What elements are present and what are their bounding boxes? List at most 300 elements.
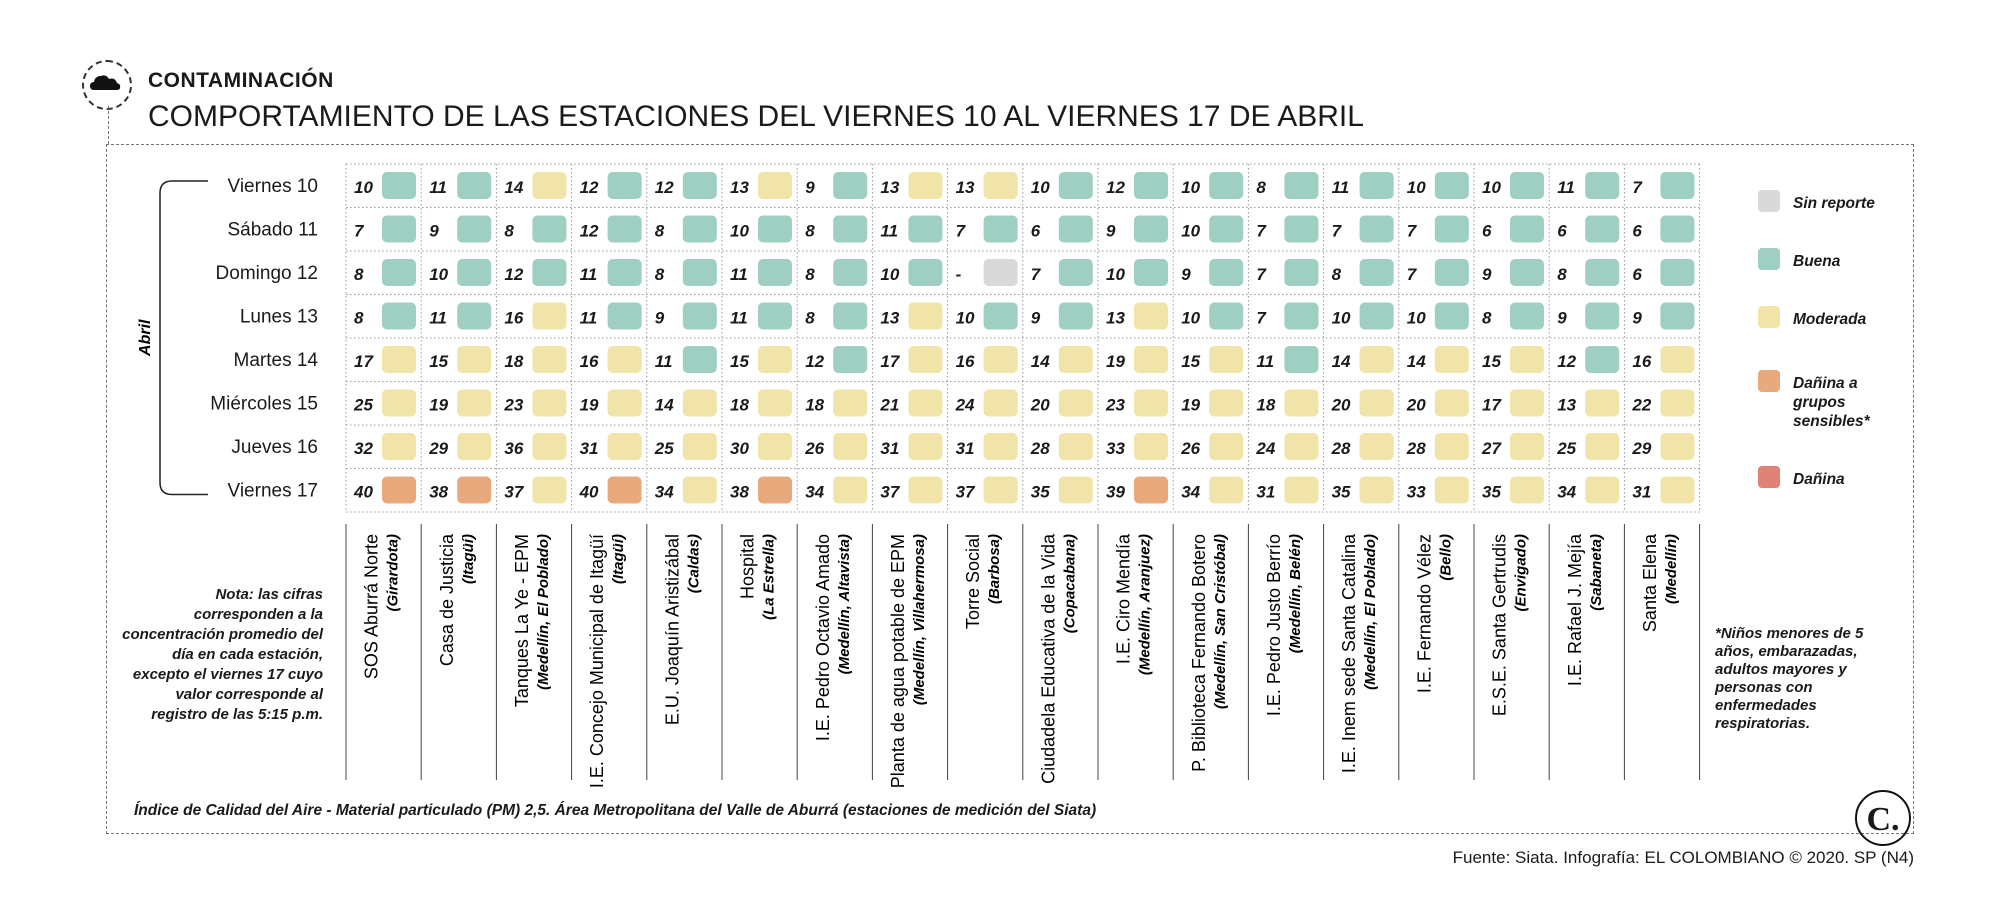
cell-swatch — [758, 303, 792, 330]
cell-value: 20 — [1331, 395, 1351, 415]
cell-swatch — [1134, 216, 1168, 243]
cell-value: 8 — [354, 265, 364, 284]
legend-label: Dañina a grupos sensibles* — [1793, 375, 1870, 430]
cell-swatch — [1435, 390, 1469, 417]
footnote-text: *Niños menores de 5 años, embarazadas, adultos mayores y personas con enfermedades respiratorias. — [1715, 625, 1864, 732]
cell-value: 7 — [1632, 178, 1642, 197]
cell-value: 15 — [1181, 352, 1201, 371]
cell-value: 7 — [354, 221, 364, 241]
cell-swatch — [457, 477, 491, 504]
cell-value: 9 — [1106, 221, 1116, 241]
cell-swatch — [1435, 216, 1469, 243]
cell-value: 35 — [1482, 482, 1501, 502]
cell-swatch — [908, 172, 942, 199]
cell-swatch — [758, 259, 792, 286]
cell-value: 8 — [1256, 178, 1266, 197]
cell-swatch — [532, 303, 566, 330]
cell-value: 11 — [1256, 352, 1275, 371]
cell-value: 9 — [654, 308, 665, 328]
cell-swatch — [1284, 216, 1318, 243]
cell-swatch — [833, 433, 867, 460]
cell-value: 15 — [429, 352, 449, 371]
cell-value: 6 — [1632, 265, 1642, 284]
cell-value: 11 — [730, 265, 748, 284]
month-bracket — [160, 181, 208, 495]
cell-swatch — [908, 433, 942, 460]
cell-swatch — [1585, 477, 1619, 504]
cell-swatch — [1510, 259, 1544, 286]
cell-swatch — [984, 303, 1018, 330]
cell-value: 8 — [654, 221, 665, 241]
cell-value: 33 — [1106, 439, 1125, 458]
row-label: Miércoles 15 — [210, 393, 318, 415]
cell-value: 12 — [805, 352, 825, 371]
section-kicker: CONTAMINACIÓN — [148, 69, 334, 92]
cell-swatch — [457, 216, 491, 243]
cell-swatch — [758, 433, 792, 460]
row-label: Domingo 12 — [215, 263, 318, 284]
cell-swatch — [1660, 433, 1694, 460]
cell-swatch — [833, 477, 867, 504]
cell-value: 7 — [955, 221, 966, 241]
station-label: E.U. Joaquín Aristizábal — [662, 534, 683, 726]
legend-label: Moderada — [1793, 311, 1867, 328]
cell-swatch — [1585, 259, 1619, 286]
cell-value: 37 — [504, 482, 524, 502]
cell-value: 6 — [1632, 221, 1642, 241]
cell-swatch — [608, 216, 642, 243]
cell-value: 14 — [1406, 352, 1426, 371]
cell-swatch — [1284, 433, 1318, 460]
cell-swatch — [908, 346, 942, 373]
cell-value: 25 — [654, 439, 674, 458]
cell-swatch — [1360, 172, 1394, 199]
cell-swatch — [1510, 346, 1544, 373]
cell-value: 30 — [730, 439, 749, 458]
row-label: Jueves 16 — [231, 437, 318, 458]
cell-swatch — [1134, 477, 1168, 504]
cell-value: 10 — [880, 265, 900, 284]
cell-swatch — [1284, 477, 1318, 504]
cell-value: 13 — [955, 178, 975, 197]
cell-value: 10 — [429, 265, 449, 284]
station-place: (La Estrella) — [760, 534, 778, 620]
cell-value: 29 — [1632, 439, 1652, 458]
cell-value: 9 — [429, 221, 439, 241]
cell-swatch — [758, 390, 792, 417]
legend-swatch — [1758, 466, 1780, 488]
cell-value: 14 — [504, 178, 524, 197]
cell-swatch — [1435, 172, 1469, 199]
cell-value: 10 — [1181, 221, 1201, 241]
station-label: I.E. Ciro Mendía — [1113, 534, 1134, 665]
cell-value: 16 — [579, 352, 599, 371]
station-label: I.E. Pedro Octavio Amado — [812, 534, 833, 742]
legend-swatch — [1758, 370, 1780, 392]
cell-swatch — [1284, 390, 1318, 417]
cell-swatch — [1435, 303, 1469, 330]
cell-value: 12 — [504, 265, 524, 284]
cell-swatch — [984, 172, 1018, 199]
cell-swatch — [1209, 390, 1243, 417]
cell-value: 10 — [1030, 178, 1050, 197]
cell-swatch — [833, 346, 867, 373]
cell-value: 13 — [1106, 308, 1125, 328]
cell-value: 37 — [955, 482, 975, 502]
cell-value: 7 — [1256, 265, 1266, 284]
cell-swatch — [608, 172, 642, 199]
legend-swatch — [1758, 306, 1780, 328]
cell-swatch — [758, 477, 792, 504]
cell-swatch — [1059, 477, 1093, 504]
cell-value: 16 — [504, 308, 524, 328]
cell-value: 27 — [1482, 439, 1501, 458]
cell-value: 28 — [1331, 439, 1351, 458]
cell-value: 8 — [654, 265, 665, 284]
cell-swatch — [1660, 259, 1694, 286]
cell-swatch — [457, 172, 491, 199]
cell-value: 12 — [654, 178, 674, 197]
cell-swatch — [382, 216, 416, 243]
cell-value: 9 — [1632, 308, 1642, 328]
row-label: Viernes 17 — [227, 480, 318, 502]
cell-swatch — [984, 390, 1018, 417]
cell-value: 9 — [1181, 265, 1191, 284]
cell-swatch — [1059, 172, 1093, 199]
cell-swatch — [1209, 303, 1243, 330]
cell-value: 13 — [730, 178, 749, 197]
cell-value: 34 — [1557, 482, 1577, 502]
cell-swatch — [1510, 303, 1544, 330]
cell-value: 23 — [504, 395, 524, 415]
cell-value: 7 — [1030, 265, 1041, 284]
cell-value: 9 — [1557, 308, 1567, 328]
cell-swatch — [608, 346, 642, 373]
cell-value: 13 — [1557, 395, 1577, 415]
cell-value: - — [955, 265, 962, 284]
cell-value: 8 — [805, 308, 815, 328]
cell-swatch — [457, 390, 491, 417]
cell-swatch — [1585, 172, 1619, 199]
cell-value: 19 — [429, 395, 449, 415]
cell-swatch — [683, 390, 717, 417]
cell-swatch — [457, 303, 491, 330]
cell-value: 11 — [730, 308, 748, 328]
cell-value: 31 — [579, 439, 599, 458]
station-label: Ciudadela Educativa de la Vida — [1038, 534, 1059, 784]
cell-swatch — [683, 346, 717, 373]
cell-swatch — [457, 433, 491, 460]
station-label: I.E. Concejo Municipal de Itagüí — [587, 534, 608, 789]
legend-swatch — [1758, 190, 1780, 212]
cell-value: 19 — [1106, 352, 1125, 371]
cell-swatch — [1134, 172, 1168, 199]
cell-value: 24 — [1256, 439, 1276, 458]
legend-swatch — [1758, 248, 1780, 270]
cell-value: 35 — [1331, 482, 1351, 502]
cell-value: 17 — [1482, 395, 1501, 415]
cell-value: 17 — [354, 352, 373, 371]
cell-value: 38 — [429, 482, 449, 502]
cell-value: 15 — [730, 352, 749, 371]
cell-swatch — [984, 433, 1018, 460]
cell-value: 40 — [354, 482, 373, 502]
cell-swatch — [1435, 346, 1469, 373]
cell-swatch — [1585, 346, 1619, 373]
station-label: I.E. Rafael J. Mejía — [1564, 534, 1585, 687]
station-place: (Sabaneta) — [1587, 534, 1605, 611]
station-place: (Medellín, El Poblado) — [1362, 534, 1380, 690]
cell-swatch — [532, 259, 566, 286]
cell-value: 40 — [579, 482, 599, 502]
cell-swatch — [1360, 390, 1394, 417]
cell-value: 8 — [1557, 265, 1567, 284]
cell-swatch — [1134, 390, 1168, 417]
cell-swatch — [1284, 346, 1318, 373]
cell-swatch — [1435, 477, 1469, 504]
cell-value: 29 — [429, 439, 449, 458]
cell-value: 9 — [1482, 265, 1492, 284]
station-label: Hospital — [737, 534, 758, 600]
station-label: P. Biblioteca Fernando Botero — [1188, 534, 1209, 772]
cell-swatch — [608, 259, 642, 286]
station-label: I.E. Fernando Vélez — [1414, 534, 1435, 694]
station-place: (Envigado) — [1512, 534, 1530, 612]
cell-swatch — [1360, 259, 1394, 286]
cell-value: 17 — [880, 352, 900, 371]
cell-swatch — [382, 259, 416, 286]
cell-swatch — [833, 259, 867, 286]
cell-value: 25 — [1557, 439, 1577, 458]
cell-value: 11 — [579, 308, 598, 328]
cell-value: 10 — [1181, 178, 1201, 197]
cell-value: 18 — [730, 395, 749, 415]
cell-value: 28 — [1406, 439, 1426, 458]
station-label: Casa de Justicia — [436, 534, 457, 667]
legend-label: Sin reporte — [1793, 195, 1875, 212]
cell-swatch — [532, 390, 566, 417]
station-label: Torre Social — [963, 534, 984, 630]
cell-value: 8 — [1331, 265, 1342, 284]
cell-value: 16 — [1632, 352, 1652, 371]
cell-swatch — [1510, 433, 1544, 460]
station-place: (Medellín) — [1663, 534, 1680, 604]
cell-swatch — [908, 390, 942, 417]
cell-value: 37 — [880, 482, 900, 502]
cell-swatch — [683, 172, 717, 199]
cell-swatch — [1134, 346, 1168, 373]
station-place: (Barbosa) — [986, 534, 1004, 605]
cell-value: 22 — [1632, 395, 1652, 415]
cell-swatch — [1660, 303, 1694, 330]
cell-value: 18 — [1256, 395, 1276, 415]
cell-swatch — [833, 172, 867, 199]
cell-value: 6 — [1482, 221, 1492, 241]
cell-swatch — [1284, 259, 1318, 286]
note-text: Nota: las cifras corresponden a la concentración promedio del día en cada estación, excepto el viernes 17 cuyo valor corresponde al registro de las 5:15 p.m. — [122, 586, 323, 723]
station-place: (Girardota) — [384, 534, 402, 612]
cell-swatch — [457, 259, 491, 286]
cell-swatch — [1059, 433, 1093, 460]
cell-swatch — [1360, 346, 1394, 373]
cell-value: 26 — [1181, 439, 1201, 458]
cell-swatch — [1360, 303, 1394, 330]
cell-value: 11 — [654, 352, 673, 371]
station-label: Planta de agua potable de EPM — [888, 534, 908, 789]
cell-value: 19 — [1181, 395, 1201, 415]
cell-value: 10 — [955, 308, 975, 328]
cell-swatch — [608, 303, 642, 330]
legend-label: Dañina — [1793, 471, 1845, 488]
cell-value: 23 — [1106, 395, 1125, 415]
cell-swatch — [984, 346, 1018, 373]
cell-value: 10 — [1482, 178, 1501, 197]
cell-value: 13 — [880, 178, 900, 197]
cell-swatch — [608, 477, 642, 504]
station-place: (Caldas) — [685, 534, 703, 594]
cell-swatch — [1510, 390, 1544, 417]
cell-value: 11 — [880, 221, 899, 241]
cell-swatch — [1360, 433, 1394, 460]
caption-text: Índice de Calidad del Aire - Material particulado (PM) 2,5. Área Metropolitana del Valle de Aburrá (estaciones de medición del Siata) — [134, 802, 1097, 819]
cell-value: 25 — [354, 395, 373, 415]
cell-swatch — [1059, 303, 1093, 330]
cell-value: 8 — [805, 221, 815, 241]
cell-swatch — [1510, 216, 1544, 243]
station-label: Tanques La Ye - EPM — [512, 534, 532, 708]
cell-swatch — [1209, 172, 1243, 199]
cell-value: 7 — [1256, 221, 1266, 241]
cell-swatch — [984, 259, 1018, 286]
cell-swatch — [1660, 346, 1694, 373]
cell-swatch — [1585, 303, 1619, 330]
cell-swatch — [908, 259, 942, 286]
cell-value: 7 — [1406, 265, 1417, 284]
cell-value: 34 — [1181, 482, 1201, 502]
station-place: (Medellín, Aranjuez) — [1136, 534, 1154, 676]
cell-swatch — [908, 477, 942, 504]
cell-value: 10 — [354, 178, 373, 197]
cell-swatch — [1059, 259, 1093, 286]
cell-value: 11 — [429, 308, 447, 328]
cell-value: 6 — [1030, 221, 1041, 241]
cell-swatch — [1585, 433, 1619, 460]
cell-swatch — [908, 303, 942, 330]
cell-value: 11 — [1331, 178, 1350, 197]
cell-swatch — [1284, 303, 1318, 330]
cell-swatch — [758, 346, 792, 373]
cell-value: 24 — [955, 395, 975, 415]
cell-swatch — [608, 433, 642, 460]
cell-value: 33 — [1406, 482, 1426, 502]
cell-value: 20 — [1406, 395, 1426, 415]
cell-swatch — [1134, 303, 1168, 330]
cell-swatch — [1209, 477, 1243, 504]
cell-swatch — [1660, 390, 1694, 417]
cell-value: 10 — [1406, 178, 1426, 197]
cell-value: 11 — [1557, 178, 1575, 197]
cell-swatch — [1510, 172, 1544, 199]
cell-value: 6 — [1557, 221, 1567, 241]
cell-value: 16 — [955, 352, 975, 371]
cell-value: 14 — [1030, 352, 1050, 371]
cell-value: 18 — [805, 395, 825, 415]
cell-value: 8 — [354, 308, 364, 328]
cell-value: 7 — [1406, 221, 1417, 241]
cell-value: 35 — [1030, 482, 1050, 502]
cell-swatch — [382, 172, 416, 199]
el-colombiano-logo: C. — [1855, 790, 1911, 846]
cell-swatch — [1209, 346, 1243, 373]
cell-swatch — [1360, 477, 1394, 504]
station-label: I.E. Inem sede Santa Catalina — [1339, 534, 1360, 774]
cell-swatch — [532, 433, 566, 460]
cell-value: 7 — [1256, 308, 1266, 328]
cell-swatch — [1134, 433, 1168, 460]
cell-value: 18 — [504, 352, 524, 371]
cell-value: 8 — [504, 221, 514, 241]
cell-swatch — [1585, 390, 1619, 417]
cell-swatch — [908, 216, 942, 243]
cell-value: 15 — [1482, 352, 1501, 371]
station-place: (Bello) — [1437, 534, 1455, 581]
cell-value: 10 — [1331, 308, 1351, 328]
cell-swatch — [683, 259, 717, 286]
cell-value: 26 — [805, 439, 825, 458]
cell-value: 38 — [730, 482, 749, 502]
row-label: Martes 14 — [233, 350, 318, 371]
cell-swatch — [382, 477, 416, 504]
station-place: (Itagüí) — [610, 534, 628, 584]
cell-value: 14 — [654, 395, 674, 415]
cell-swatch — [382, 390, 416, 417]
cell-swatch — [1360, 216, 1394, 243]
cell-swatch — [833, 216, 867, 243]
cell-swatch — [683, 433, 717, 460]
cell-value: 11 — [579, 265, 598, 284]
source-credit: Fuente: Siata. Infografía: EL COLOMBIANO © 2020. SP (N4) — [1452, 848, 1914, 867]
cell-value: 31 — [880, 439, 900, 458]
cell-value: 10 — [730, 221, 749, 241]
cell-swatch — [1585, 216, 1619, 243]
cell-swatch — [532, 172, 566, 199]
cell-value: 39 — [1106, 482, 1125, 502]
cell-swatch — [1059, 216, 1093, 243]
station-place: (Medellín, Belén) — [1287, 534, 1304, 654]
cell-swatch — [1209, 433, 1243, 460]
cell-swatch — [833, 303, 867, 330]
cell-swatch — [382, 346, 416, 373]
cell-value: 14 — [1331, 352, 1351, 371]
cell-swatch — [683, 216, 717, 243]
cell-swatch — [1660, 477, 1694, 504]
cell-value: 9 — [805, 178, 815, 197]
cell-value: 10 — [1181, 308, 1201, 328]
cell-value: 19 — [579, 395, 599, 415]
station-label: Santa Elena — [1640, 534, 1660, 633]
row-label: Sábado 11 — [227, 219, 318, 241]
station-label: I.E. Pedro Justo Berrío — [1264, 534, 1284, 717]
cell-value: 7 — [1331, 221, 1342, 241]
cell-swatch — [683, 477, 717, 504]
legend-label: Buena — [1793, 253, 1841, 270]
cell-swatch — [608, 390, 642, 417]
cell-swatch — [1284, 172, 1318, 199]
cell-swatch — [457, 346, 491, 373]
station-place: (Medellín, San Cristóbal) — [1211, 534, 1229, 710]
cell-value: 8 — [1482, 308, 1492, 328]
cell-swatch — [532, 216, 566, 243]
